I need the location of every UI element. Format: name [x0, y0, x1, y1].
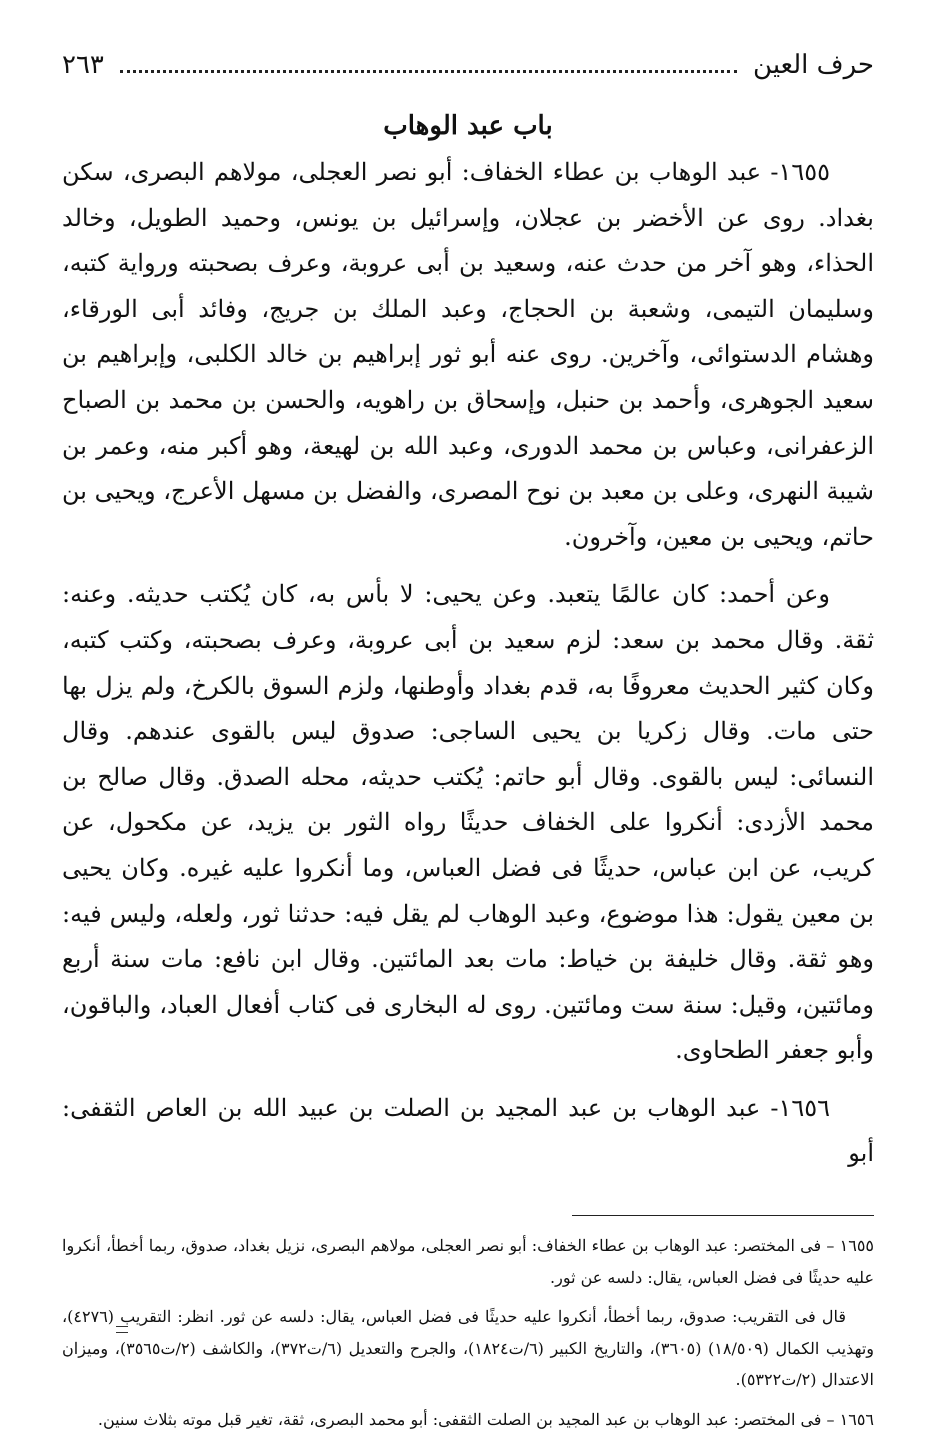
footnote-1655: ١٦٥٥ – فى المختصر: عبد الوهاب بن عطاء الخفاف: أبو نصر العجلى، مولاهم البصرى، نزيل بغداد، صدوق، ربما أخطأ، أنكروا عليه حديثًا فى فضل العباس، يقال: دلسه عن ثور.: [62, 1236, 874, 1287]
entry-1655-paragraph: ١٦٥٥- عبد الوهاب بن عطاء الخفاف: أبو نصر العجلى، مولاهم البصرى، سكن بغداد. روى عن الأخضر بن عجلان، وإسرائيل بن يونس، وحميد الطويل، وخالد الحذاء، وهو آخر من حدث عنه، وسعيد بن أبى عروبة، وعرف بصحبته ورواية كتبه، وسليمان التيمى، وشعبة بن الحجاج، وعبد الملك بن جريج، وفائد أبى الورقاء، وهشام الدستوائى، وآخرين. روى عنه أبو ثور إبراهيم بن خالد الكلبى، وإبراهيم بن سعيد الجوهرى، وأحمد بن حنبل، وإسحاق بن راهويه، والحسن بن محمد بن الصباح الزعفرانى، وعباس بن محمد الدورى، وعبد الله بن لهيعة، وهو أكبر منه، وعمر بن شيبة النهرى، وعلى بن معبد بن نوح المصرى، والفضل بن مسهل الأعرج، ويحيى بن حاتم، ويحيى بن معين، وآخرون.: [61, 158, 874, 551]
main-text: [62, 150, 874, 1177]
entry-1655-grading-paragraph: وعن أحمد: كان عالمًا يتعبد. وعن يحيى: لا بأس به، كان يُكتب حديثه. وعنه: ثقة. وقال محمد بن سعد: لزم سعيد بن أبى عروبة، وعرف بصحبته، وكتب كتبه، وكان كثير الحديث معروفًا به، قدم بغداد وأوطنها، ولزم السوق بالكرخ، ولم يزل بها حتى مات. وقال زكريا بن يحيى الساجى: صدوق ليس بالقوى عندهم. وقال النسائى: ليس بالقوى. وقال أبو حاتم: يُكتب حديثه، محله الصدق. وقال صالح بن محمد الأزدى: أنكروا على الخفاف حديثًا رواه الثور بن يزيد، عن مكحول، عن كريب، عن ابن عباس، حديثًا فى فضل العباس، وما أنكروا عليه غيره. وكان يحيى بن معين يقول: هذا موضوع، وعبد الوهاب لم يقل فيه: حدثنا ثور، ولعله، وليس فيه: وهو ثقة. وقال خليفة بن خياط: مات بعد المائتين. وقال ابن نافع: مات سنة أربع ومائتين، وقيل: سنة ست ومائتين. روى له البخارى فى كتاب أفعال العباد، والباقون، وأبو جعفر الطحاوى.: [62, 580, 874, 1065]
page-mark: [116, 1326, 128, 1333]
section-title: حرف العين: [753, 50, 874, 80]
running-header: [62, 50, 874, 96]
footnotes: [62, 1230, 874, 1435]
page-number: ٢٦٣: [62, 50, 104, 80]
footnote-1656: ١٦٥٦ – فى المختصر: عبد الوهاب بن عبد المجيد بن الصلت الثقفى: أبو محمد البصرى، ثقة، تغير قبل موته بثلاث سنين.: [97, 1409, 874, 1429]
chapter-title: باب عبد الوهاب: [383, 111, 553, 141]
footnote-1655-taqrib: قال فى التقريب: صدوق، ربما أخطأ، أنكروا عليه حديثًا فى فضل العباس، يقال: دلسه عن ثور. انظر: التقريب (٤٢٧٦)، وتهذيب الكمال (١٨/٥٠٩) (٣٦٠٥)، والتاريخ الكبير (٦/ت١٨٢٤)، والجرح والتعديل (٦/ت٣٧٢)، والكاشف (٢/ت٣٥٦٥)، وميزان الاعتدال (٢/ت٥٣٢٢).: [62, 1307, 875, 1390]
footnote-separator: [572, 1215, 874, 1216]
entry-1656-paragraph: ١٦٥٦- عبد الوهاب بن عبد المجيد بن الصلت بن عبيد الله بن العاص الثقفى: أبو: [62, 1093, 874, 1168]
leader-dots: [120, 52, 737, 73]
